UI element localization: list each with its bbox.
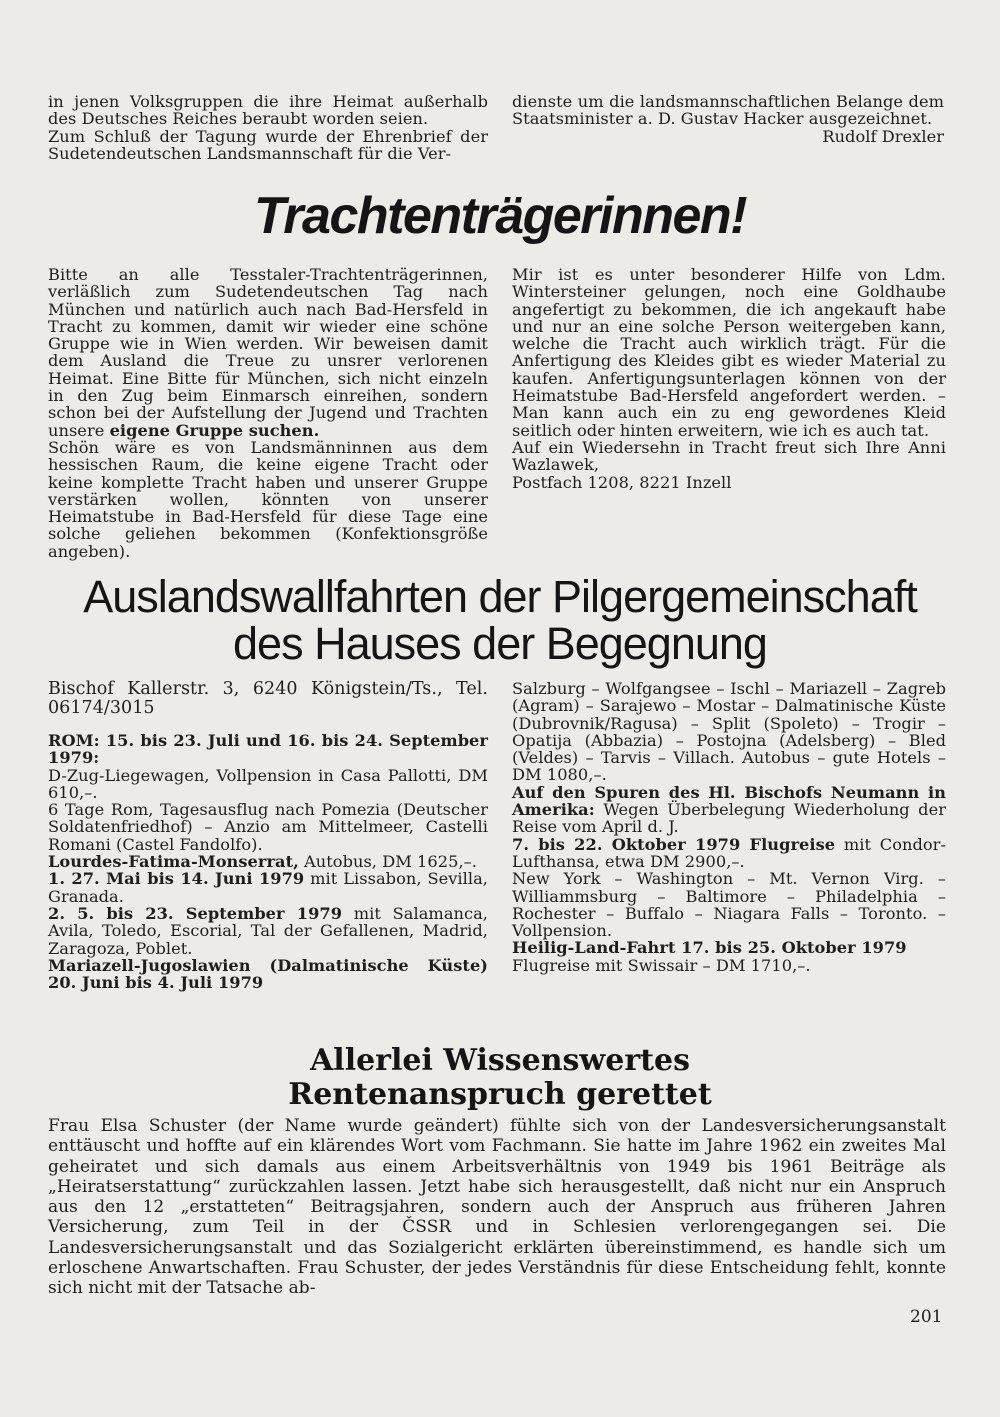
lourdes-trip-1-text: mit Lissabon, Sevilla, Granada. [48,869,488,906]
october-trip [512,836,946,871]
lourdes-line [48,853,488,870]
ausland-headline [0,573,1000,667]
allerlei-body-text: Frau Elsa Schuster (der Name wurde geändert) fühlte sich von der Landesversicherungsanstalt enttäuscht und hoffte auf ein klärendes Wort vom Fachmann. Sie hatte im Jahre 1962 ein zweites Mal geheiratet und sich damals aus einem Arbeitsverhältnis von 1949 bis 1961 Beiträge als „Heiratserstattung“ zurückzahlen lassen. Jetzt habe sich herausgestellt, daß nicht nur ein Anspruch aus den 12 „erstatteten“ Beitragsjahren, sondern auch der Anspruch aus früheren Jahren Versicherung, zum Teil in der ČSSR und in Schlesien verlorengegangen sei. Die Landesversicherungsanstalt und das Sozialgericht erklärten übereinstimmend, es handle sich um erloschene Anwartschaften. Frau Schuster, der jedes Verständnis für diese Entscheidung fehlt, konnte sich nicht mit der Tatsache ab- [48,1116,946,1299]
tracht-paragraph-1-text: Bitte an alle Tesstaler-Trachtenträgerinnen, verläßlich zum Sudetendeutschen Tag nach München und natürlich auch nach Bad-Hersfeld in Tracht zu kommen, damit wir wieder eine schöne Gruppe wie in Wien werden. Wir beweisen damit dem Ausland die Treue zu unsrer verlorenen Heimat. Eine Bitte für München, sich nicht einzeln in den Zug beim Einmarsch einreihen, sondern schon bei der Aufstellung der Jugend und Trachten unsere [48,265,488,440]
ausland-headline-line-1: Auslandswallfahrten der Pilgergemeinschaft [83,571,917,622]
intro-left-column [48,93,488,162]
tracht-right-address: Postfach 1208, 8221 Inzell [512,472,732,492]
lourdes-text: Autobus, DM 1625,–. [304,852,477,872]
heilig-land-heading: Heilig-Land-Fahrt 17. bis 25. Oktober 1979 [512,938,907,958]
intro-paragraph-1: in jenen Volksgruppen die ihre Heimat außerhalb des Deutsches Reiches beraubt worden seien. [48,92,488,129]
tracht-right-column [512,266,946,491]
tracht-paragraph-2: Schön wäre es von Landsmänninnen aus dem hessischen Raum, die keine eigene Tracht oder keine komplette Tracht haben und unserer Gruppe verstärken wollen, könnten von unserer Heimatstube in Bad-Hersfeld für diese Tage eine solche geliehen bekommen (Konfektionsgröße angeben). [48,437,488,561]
rom-text-2: 6 Tage Rom, Tagesausflug nach Pomezia (Deutscher Soldatenfriedhof) – Anzio am Mittelmeer, Castelli Romani (Castel Fandolfo). [48,800,488,854]
rom-heading: ROM: 15. bis 23. Juli und 16. bis 24. September 1979: [48,731,488,768]
ausland-headline-line-2: des Hauses der Begegnung [233,618,767,669]
intro-right-paragraph: dienste um die landsmannschaftlichen Belange dem Staatsminister a. D. Gustav Hacker ausgezeichnet. [512,92,944,129]
tracht-paragraph-1-bold: eigene Gruppe suchen. [109,420,320,440]
october-heading: 7. bis 22. Oktober 1979 Flugreise [512,834,836,854]
tracht-paragraph-1 [48,266,488,439]
heilig-land-text: Flugreise mit Swissair – DM 1710,–. [512,955,811,975]
tracht-headline: Trachtenträgerinnen! [253,187,747,245]
mariazell-route: Salzburg – Wolfgangsee – Ischl – Mariazell – Zagreb (Agram) – Sarajewo – Mostar – Dalmatinische Küste (Dubrovnik/Ragusa) – Split (Spoleto) – Trogir – Opatija (Abbazia) – Postojna (Adelsberg) – Bled (Veldes) – Tarvis – Villach. Autobus – gute Hotels – DM 1080,–. [512,679,946,785]
allerlei-headline-line-1: Allerlei Wissenswertes [310,1043,690,1078]
lourdes-trip-2-dates: 2. 5. bis 23. September 1979 [48,903,343,923]
ausland-address: Bischof Kallerstr. 3, 6240 Königstein/Ts., Tel. 06174/3015 [48,679,488,718]
intro-author: Rudolf Drexler [822,126,944,146]
rom-text-1: D-Zug-Liegewagen, Vollpension in Casa Pallotti, DM 610,–. [48,765,488,802]
page-number: 201 [910,1307,943,1327]
lourdes-trip-1 [48,870,488,905]
mariazell-heading: Mariazell-Jugoslawien (Dalmatinische Küste) 20. Juni bis 4. Juli 1979 [48,955,488,993]
intro-right-column [512,93,944,145]
lourdes-heading: Lourdes-Fatima-Monserrat, [48,852,299,872]
lourdes-trip-2-text: mit Salamanca, Avila, Toledo, Escorial, Tal der Gefallenen, Madrid, Zaragoza, Poblet. [48,903,489,958]
neumann-trip [512,784,946,836]
tracht-right-paragraph-1: Mir ist es unter besonderer Hilfe von Ldm. Wintersteiner gelungen, noch eine Goldhaube angefertigt zu bekommen, die ich angekauft habe und nur an eine solche Person weitergeben kann, welche die Tracht auch wirklich trägt. Für die Anfertigung des Kleides gibt es wieder Material zu kaufen. Anfertigungsunterlagen können von der Heimatstube Bad-Hersfeld angefordert werden. – Man kann auch ein zu eng gewordenes Kleid seitlich oder hinten erweitern, wie ich es auch tat. [512,265,946,440]
tracht-right-paragraph-2: Auf ein Wiedersehn in Tracht freut sich Ihre Anni Wazlawek, [512,437,946,475]
lourdes-trip-2 [48,905,488,957]
october-text: mit Condor-Lufthansa, etwa DM 2900,–. [512,834,946,871]
intro-paragraph-2: Zum Schluß der Tagung wurde der Ehrenbrief der Sudetendeutschen Landsmannschaft für die Ver- [48,126,488,163]
ausland-left-column [48,680,488,991]
neumann-heading: Auf den Spuren des Hl. Bischofs Neumann in Amerika: [512,782,946,820]
lourdes-trip-1-dates: 1. 27. Mai bis 14. Juni 1979 [48,869,305,889]
usa-route: New York – Washington – Mt. Vernon Virg. – Williammsburg – Baltimore – Philadelphia – Rochester – Buffalo – Niagara Falls – Toronto. – Vollpension. [512,869,946,941]
tracht-left-column [48,266,488,560]
neumann-text: Wegen Überbelegung Wiederholung der Reise vom April d. J. [512,800,946,837]
allerlei-headline-line-2: Rentenanspruch gerettet [288,1077,712,1112]
ausland-right-column [512,680,946,974]
allerlei-headline [0,1044,1000,1112]
